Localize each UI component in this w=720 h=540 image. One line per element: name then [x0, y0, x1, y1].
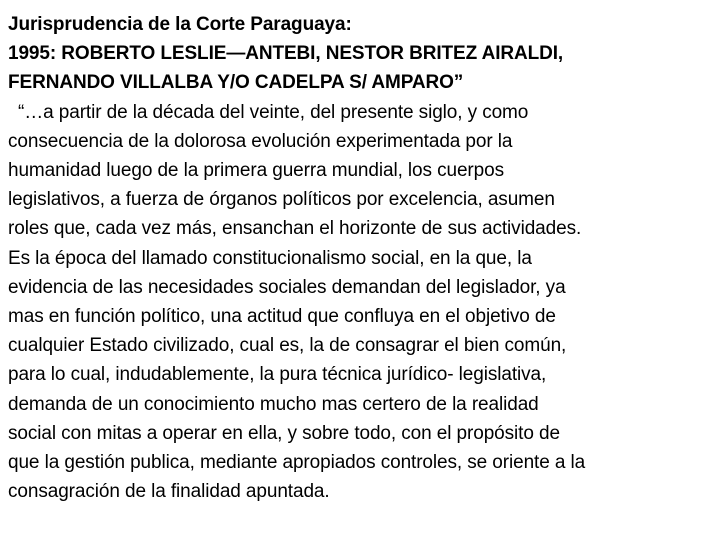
text-block [8, 10, 714, 506]
quote-line: legislativos, a fuerza de órganos políticos por excelencia, asumen [8, 189, 555, 211]
quote-line: Es la época del llamado constitucionalismo social, en la que, la [8, 247, 532, 269]
quote-line: consecuencia de la dolorosa evolución experimentada por la [8, 130, 513, 152]
quote-line: mas en función político, una actitud que confluya en el objetivo de [8, 306, 556, 328]
heading-line-court: Jurisprudencia de la Corte Paraguaya: [8, 14, 352, 35]
quote-line: cualquier Estado civilizado, cual es, la de consagrar el bien común, [8, 335, 567, 357]
quote-line: roles que, cada vez más, ensanchan el horizonte de sus actividades. [8, 218, 582, 240]
heading-line-case-title: FERNANDO VILLALBA Y/O CADELPA S/ AMPARO” [8, 72, 464, 94]
quote-line: evidencia de las necesidades sociales demandan del legislador, ya [8, 276, 566, 298]
quote-line: que la gestión publica, mediante apropiados controles, se oriente a la [8, 452, 586, 474]
quote-line: para lo cual, indudablemente, la pura técnica jurídico- legislativa, [8, 364, 547, 386]
quote-line: social con mitas a operar en ella, y sobre todo, con el propósito de [8, 422, 560, 444]
quote-line: consagración de la finalidad apuntada. [8, 481, 330, 503]
quote-line: humanidad luego de la primera guerra mundial, los cuerpos [8, 160, 504, 182]
heading-line-case-parties: 1995: ROBERTO LESLIE—ANTEBI, NESTOR BRITEZ AIRALDI, [8, 43, 564, 65]
quote-line: “…a partir de la década del veinte, del presente siglo, y como [18, 101, 529, 123]
quote-line: demanda de un conocimiento mucho mas certero de la realidad [8, 393, 539, 415]
